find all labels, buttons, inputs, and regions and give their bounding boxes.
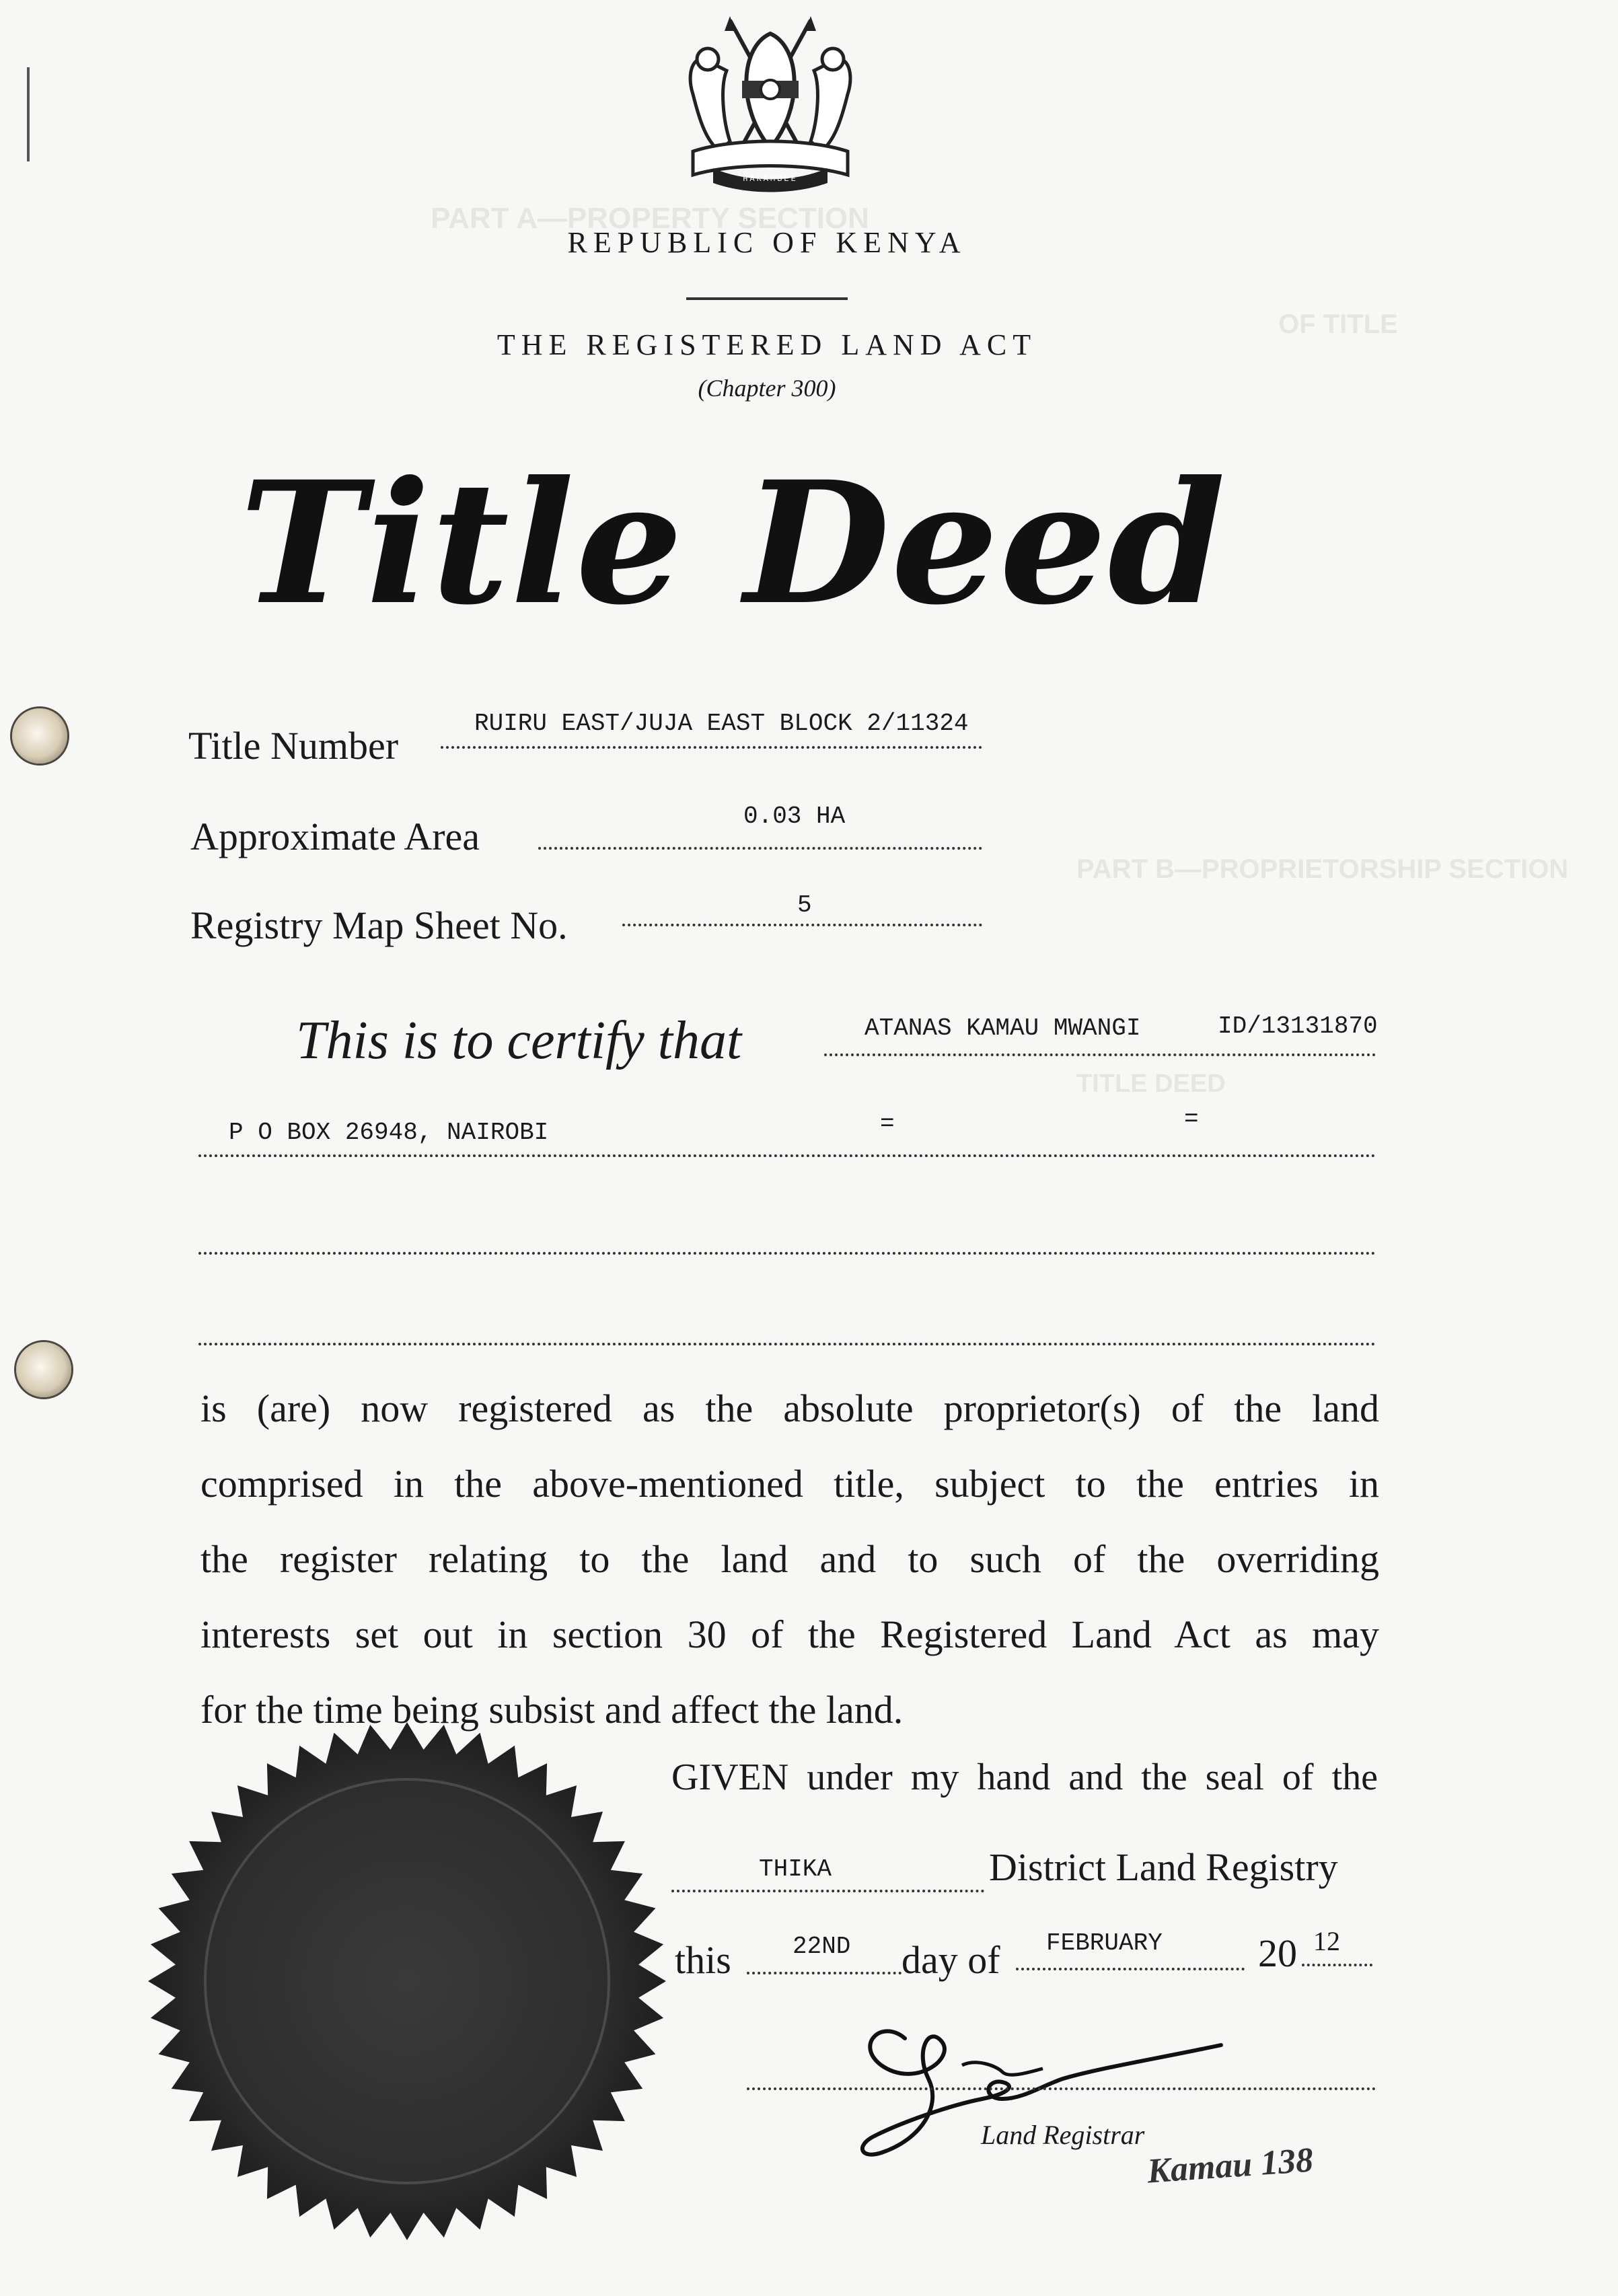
blank-dotted-line-1 [198, 1251, 1376, 1255]
body-line: interests set out in section 30 of the Registered Land Act as may [200, 1613, 1379, 1656]
registry-dotted-line [671, 1889, 984, 1892]
given-line: GIVEN under my hand and the seal of the [671, 1756, 1378, 1798]
chapter-heading: (Chapter 300) [698, 375, 836, 402]
punch-hole-top [12, 708, 67, 764]
handwritten-note: Kamau 138 [1146, 2141, 1315, 2191]
registrar-label: Land Registrar [981, 2120, 1145, 2150]
year-prefix: 20 [1258, 1931, 1297, 1975]
area-dotted-line [538, 846, 982, 850]
ghost-text: TITLE DEED [1076, 1070, 1226, 1098]
map-sheet-dotted-line [622, 923, 982, 926]
title-number-label: Title Number [188, 724, 399, 768]
seal-icon [145, 1719, 669, 2244]
body-line: comprised in the above-mentioned title, subject to the entries in [200, 1462, 1379, 1506]
ditto-mark-1: = [880, 1110, 895, 1138]
proprietor-id: ID/13131870 [1218, 1012, 1378, 1040]
title-number-dotted-line [441, 745, 982, 749]
registry-label: District Land Registry [989, 1845, 1338, 1889]
republic-heading: REPUBLIC OF KENYA [567, 226, 967, 259]
year-suffix: 12 [1313, 1926, 1340, 1956]
address-dotted-line [198, 1154, 1376, 1157]
body-line: the register relating to the land and to such of the overriding [200, 1537, 1379, 1581]
year-dotted-line [1302, 1963, 1372, 1966]
header-divider [686, 297, 848, 300]
day-dotted-line [747, 1971, 902, 1974]
binder-mark [27, 67, 30, 161]
certify-dotted-line [824, 1053, 1376, 1056]
title-number-value: RUIRU EAST/JUJA EAST BLOCK 2/11324 [474, 710, 969, 737]
ghost-text: PART A—PROPERTY SECTION [431, 202, 869, 235]
ditto-mark-2: = [1184, 1105, 1199, 1133]
certify-label: This is to certify that [296, 1011, 742, 1070]
ghost-text: OF TITLE [1278, 309, 1398, 339]
punch-hole-bottom [16, 1342, 71, 1397]
this-label: this [675, 1938, 731, 1982]
blank-dotted-line-2 [198, 1342, 1376, 1345]
month-value: FEBRUARY [1046, 1929, 1163, 1957]
body-line: for the time being subsist and affect the land. [200, 1688, 904, 1732]
ghost-text: PART B—PROPRIETORSHIP SECTION [1076, 854, 1569, 884]
month-dotted-line [1016, 1967, 1245, 1970]
document-title: Title Deed [240, 444, 1227, 642]
registration-statement [200, 1371, 1379, 1748]
day-of-label: day of [902, 1938, 1000, 1982]
official-seal [145, 1719, 669, 2244]
map-sheet-label: Registry Map Sheet No. [190, 903, 568, 947]
body-line: is (are) now registered as the absolute proprietor(s) of the land [200, 1386, 1379, 1430]
coat-of-arms-motto: HARAMBEE [743, 174, 798, 184]
act-heading: THE REGISTERED LAND ACT [497, 328, 1037, 361]
signature-dotted-line [747, 2087, 1376, 2090]
area-value: 0.03 HA [743, 803, 846, 830]
map-sheet-value: 5 [797, 891, 812, 919]
proprietor-name: ATANAS KAMAU MWANGI [865, 1014, 1141, 1042]
registry-value: THIKA [759, 1855, 832, 1883]
day-value: 22ND [793, 1933, 851, 1960]
coat-of-arms [666, 7, 875, 195]
area-label: Approximate Area [190, 815, 480, 858]
proprietor-address: P O BOX 26948, NAIROBI [229, 1119, 549, 1146]
coat-of-arms-icon [666, 7, 875, 195]
